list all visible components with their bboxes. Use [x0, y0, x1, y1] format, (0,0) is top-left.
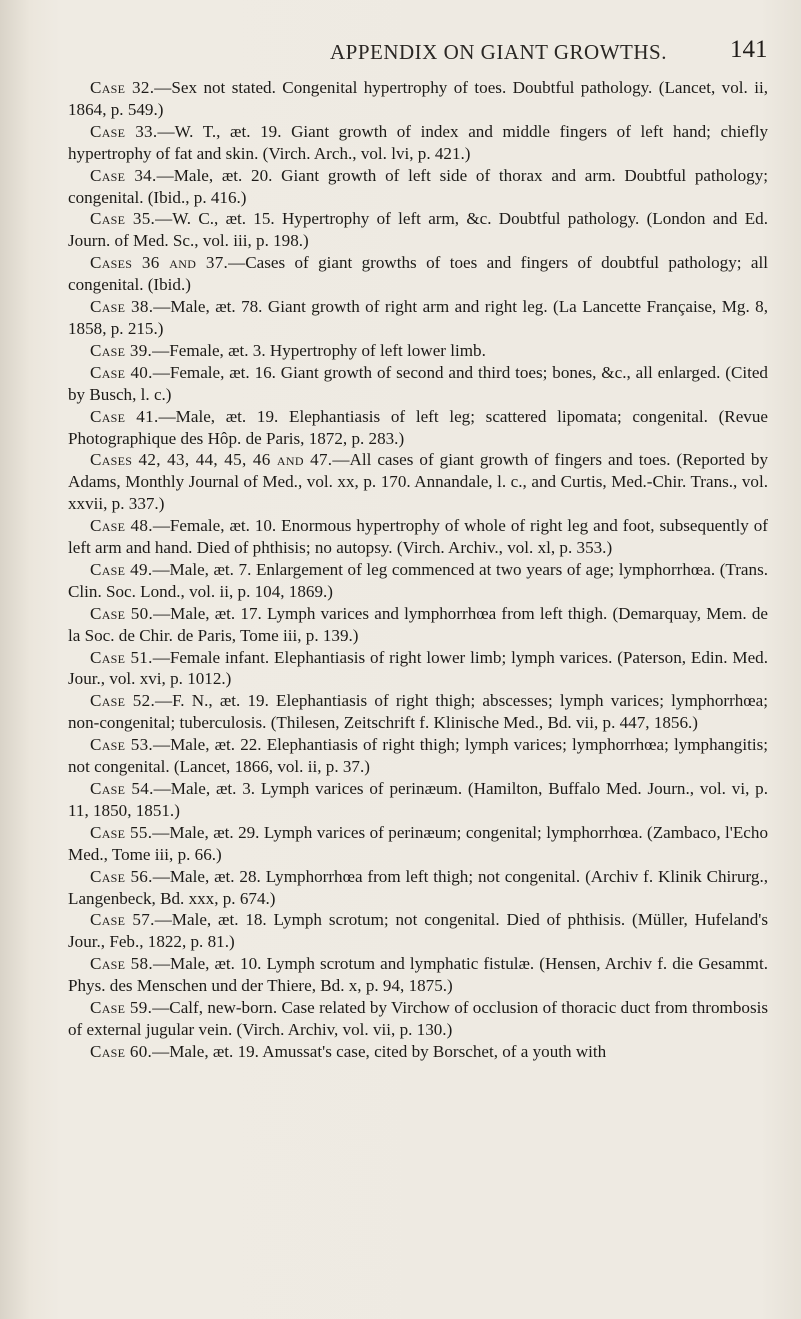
- case-entry: [68, 822, 768, 866]
- case-entry: [68, 734, 768, 778]
- page-number: 141: [730, 36, 768, 63]
- case-entry: [68, 121, 768, 165]
- case-text: —Male, æt. 10. Lymph scrotum and lymphatic fistulæ. (Hensen, Archiv f. die Gesammt. Phys. des Menschen und der Thiere, Bd. x, p. 94, 1875.): [68, 954, 768, 996]
- case-text: —Calf, new-born. Case related by Virchow of occlusion of thoracic duct from thrombosis of external jugular vein. (Virch. Archiv, vol. vii, p. 130.): [68, 998, 768, 1039]
- case-entry: [68, 252, 768, 296]
- case-label: Case 34.: [90, 165, 157, 185]
- case-label: Case 54.: [90, 779, 154, 798]
- case-text: —Female, æt. 3. Hypertrophy of left lower limb.: [152, 340, 486, 360]
- case-label: Cases 36 and 37.: [90, 253, 229, 273]
- case-text: —Cases of giant growths of toes and fingers of doubtful pathology; all congenital. (Ibid.): [68, 253, 768, 295]
- case-text: —Male, æt. 3. Lymph varices of perinæum. (Hamilton, Buffalo Med. Journ., vol. vi, p. 11, 1850, 1851.): [68, 779, 768, 820]
- case-list: [68, 77, 768, 1063]
- case-label: Case 35.: [90, 209, 156, 229]
- case-entry: [68, 997, 768, 1041]
- case-label: Case 51.: [90, 647, 153, 667]
- case-text: —Male, æt. 17. Lymph varices and lymphorrhœa from left thigh. (Demarquay, Mem. de la Soc. de Chir. de Paris, Tome iii, p. 139.): [68, 603, 768, 645]
- case-entry: [68, 647, 768, 691]
- case-entry: [68, 559, 768, 603]
- case-label: Case 32.: [90, 78, 155, 97]
- case-label: Cases 42, 43, 44, 45, 46 and 47.: [90, 450, 333, 470]
- case-text: —Female, æt. 16. Giant growth of second and third toes; bones, &c., all enlarged. (Cited by Busch, l. c.): [68, 362, 768, 404]
- case-text: —Female infant. Elephantiasis of right lower limb; lymph varices. (Paterson, Edin. Med. Jour., vol. xvi, p. 1012.): [68, 647, 768, 689]
- case-entry: [68, 362, 768, 406]
- case-entry: [68, 953, 768, 997]
- case-text: —Male, æt. 29. Lymph varices of perinæum; congenital; lymphorrhœa. (Zambaco, l'Echo Med., Tome iii, p. 66.): [68, 822, 768, 864]
- case-text: —Male, æt. 28. Lymphorrhœa from left thigh; not congenital. (Archiv f. Klinik Chirurg., Langenbeck, Bd. xxx, p. 674.): [68, 866, 768, 908]
- case-entry: [68, 778, 768, 822]
- case-text: —Male, æt. 22. Elephantiasis of right thigh; lymph varices; lymphorrhœa; lymphangitis; not congenital. (Lancet, 1866, vol. ii, p. 37.): [68, 735, 768, 777]
- case-entry: [68, 406, 768, 450]
- case-label: Case 59.: [90, 998, 153, 1018]
- case-entry: [68, 690, 768, 734]
- case-text: —Male, æt. 19. Elephantiasis of left leg; scattered lipomata; congenital. (Revue Photographique des Hôp. de Paris, 1872, p. 283.): [68, 406, 768, 448]
- case-label: Case 53.: [90, 735, 153, 755]
- case-text: —F. N., æt. 19. Elephantiasis of right thigh; abscesses; lymph varices; lymphorrhœa; non-congenital; tuberculosis. (Thilesen, Zeitschrift f. Klinische Med., Bd. vii, p. 447, 1856.): [68, 691, 768, 733]
- case-label: Case 49.: [90, 559, 153, 579]
- case-label: Case 40.: [90, 362, 153, 382]
- case-label: Case 41.: [90, 406, 159, 426]
- case-text: —Male, æt. 18. Lymph scrotum; not congenital. Died of phthisis. (Müller, Hufeland's Jour., Feb., 1822, p. 81.): [68, 910, 768, 952]
- case-label: Case 39.: [90, 340, 153, 360]
- case-text: —Male, æt. 20. Giant growth of left side of thorax and arm. Doubtful pathology; congenital. (Ibid., p. 416.): [68, 165, 768, 207]
- case-entry: [68, 866, 768, 910]
- case-label: Case 56.: [90, 866, 153, 886]
- case-entry: [68, 1041, 768, 1063]
- case-label: Case 33.: [90, 121, 158, 141]
- case-label: Case 60.: [90, 1041, 153, 1061]
- case-label: Case 55.: [90, 822, 153, 842]
- case-entry: [68, 909, 768, 953]
- case-entry: [68, 449, 768, 515]
- case-text: —All cases of giant growth of fingers and toes. (Reported by Adams, Monthly Journal of Med., vol. xx, p. 170. Annandale, l. c., and Curtis, Med.-Chir. Trans., vol. xxvii, p. 337.): [68, 450, 768, 514]
- case-label: Case 58.: [90, 954, 153, 974]
- case-entry: [68, 603, 768, 647]
- case-entry: [68, 208, 768, 252]
- case-text: —W. T., æt. 19. Giant growth of index and middle fingers of left hand; chiefly hypertrophy of fat and skin. (Virch. Arch., vol. lvi, p. 421.): [68, 121, 768, 163]
- case-label: Case 57.: [90, 910, 155, 930]
- case-entry: [68, 296, 768, 340]
- case-text: —Sex not stated. Congenital hypertrophy of toes. Doubtful pathology. (Lancet, vol. ii, 1864, p. 549.): [68, 78, 768, 119]
- case-entry: [68, 515, 768, 559]
- case-label: Case 48.: [90, 516, 153, 536]
- running-head: APPENDIX ON GIANT GROWTHS.: [330, 40, 667, 64]
- case-label: Case 52.: [90, 691, 156, 711]
- case-text: —W. C., æt. 15. Hypertrophy of left arm, &c. Doubtful pathology. (London and Ed. Journ. of Med. Sc., vol. iii, p. 198.): [68, 209, 768, 251]
- case-entry: [68, 340, 768, 362]
- case-text: —Male, æt. 19. Amussat's case, cited by Borschet, of a youth with: [152, 1041, 607, 1061]
- case-text: —Male, æt. 7. Enlargement of leg commenced at two years of age; lymphorrhœa. (Trans. Clin. Soc. Lond., vol. ii, p. 104, 1869.): [68, 559, 768, 601]
- case-entry: [68, 165, 768, 209]
- case-text: —Male, æt. 78. Giant growth of right arm and right leg. (La Lancette Française, Mg. 8, 1858, p. 215.): [68, 297, 768, 338]
- case-label: Case 50.: [90, 603, 154, 623]
- case-label: Case 38.: [90, 297, 154, 317]
- case-text: —Female, æt. 10. Enormous hypertrophy of whole of right leg and foot, subsequently of left arm and hand. Died of phthisis; no autopsy. (Virch. Archiv., vol. xl, p. 353.): [68, 516, 768, 558]
- case-entry: [68, 77, 768, 121]
